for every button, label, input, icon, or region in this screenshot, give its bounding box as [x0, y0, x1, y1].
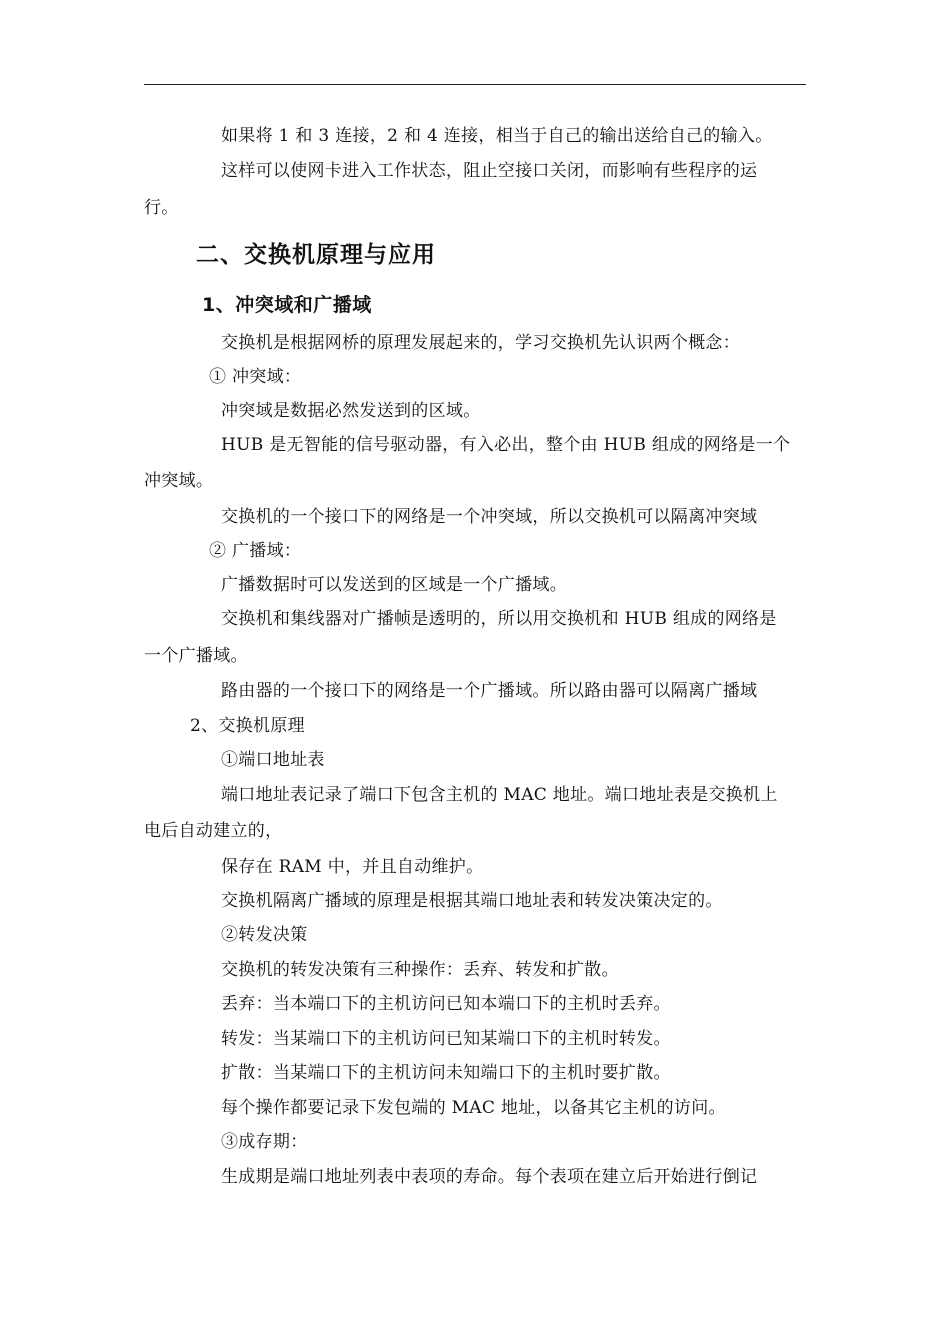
- paragraph-line: 交换机和集线器对广播帧是透明的，所以用交换机和 HUB 组成的网络是: [221, 609, 777, 629]
- paragraph-line: HUB 是无智能的信号驱动器，有入必出，整个由 HUB 组成的网络是一个: [221, 435, 791, 455]
- paragraph-line: 丢弃：当本端口下的主机访问已知本端口下的主机时丢弃。: [221, 994, 671, 1014]
- paragraph-line: 保存在 RAM 中，并且自动维护。: [221, 857, 484, 877]
- paragraph-line: 冲突域是数据必然发送到的区域。: [221, 401, 481, 421]
- paragraph-line: 端口地址表记录了端口下包含主机的 MAC 地址。端口地址表是交换机上: [221, 785, 778, 805]
- paragraph-line: 广播数据时可以发送到的区域是一个广播域。: [221, 575, 567, 595]
- paragraph-line: 一个广播域。: [144, 646, 248, 666]
- paragraph-line: 路由器的一个接口下的网络是一个广播域。所以路由器可以隔离广播域: [221, 681, 758, 701]
- paragraph-line: 这样可以使网卡进入工作状态，阻止空接口关闭，而影响有些程序的运: [221, 161, 758, 181]
- paragraph-line: 电后自动建立的，: [144, 821, 283, 841]
- list-marker-line: ③成存期：: [221, 1132, 308, 1152]
- paragraph-line: 生成期是端口地址列表中表项的寿命。每个表项在建立后开始进行倒记: [221, 1167, 758, 1187]
- paragraph-line: 交换机是根据网桥的原理发展起来的，学习交换机先认识两个概念：: [221, 333, 740, 353]
- paragraph-line: 交换机的一个接口下的网络是一个冲突域，所以交换机可以隔离冲突域: [221, 507, 758, 527]
- list-marker-line: ②转发决策: [221, 925, 308, 945]
- subsection-heading: 1、冲突域和广播域: [202, 294, 372, 316]
- header-rule: [144, 84, 806, 85]
- paragraph-line: 行。: [144, 198, 179, 218]
- paragraph-line: 交换机隔离广播域的原理是根据其端口地址表和转发决策决定的。: [221, 891, 723, 911]
- subsection-plain-heading: 2、交换机原理: [190, 716, 305, 736]
- list-marker-line: ①端口地址表: [221, 750, 325, 770]
- paragraph-line: 每个操作都要记录下发包端的 MAC 地址，以备其它主机的访问。: [221, 1098, 726, 1118]
- paragraph-line: 转发：当某端口下的主机访问已知某端口下的主机时转发。: [221, 1029, 671, 1049]
- section-heading: 二、交换机原理与应用: [196, 242, 436, 268]
- paragraph-line: 交换机的转发决策有三种操作：丢弃、转发和扩散。: [221, 960, 619, 980]
- list-marker-line: ② 广播域：: [209, 541, 302, 561]
- paragraph-line: 冲突域。: [144, 471, 214, 491]
- paragraph-line: 如果将 1 和 3 连接，2 和 4 连接，相当于自己的输出送给自己的输入。: [221, 126, 773, 146]
- list-marker-line: ① 冲突域：: [209, 367, 302, 387]
- paragraph-line: 扩散：当某端口下的主机访问未知端口下的主机时要扩散。: [221, 1063, 671, 1083]
